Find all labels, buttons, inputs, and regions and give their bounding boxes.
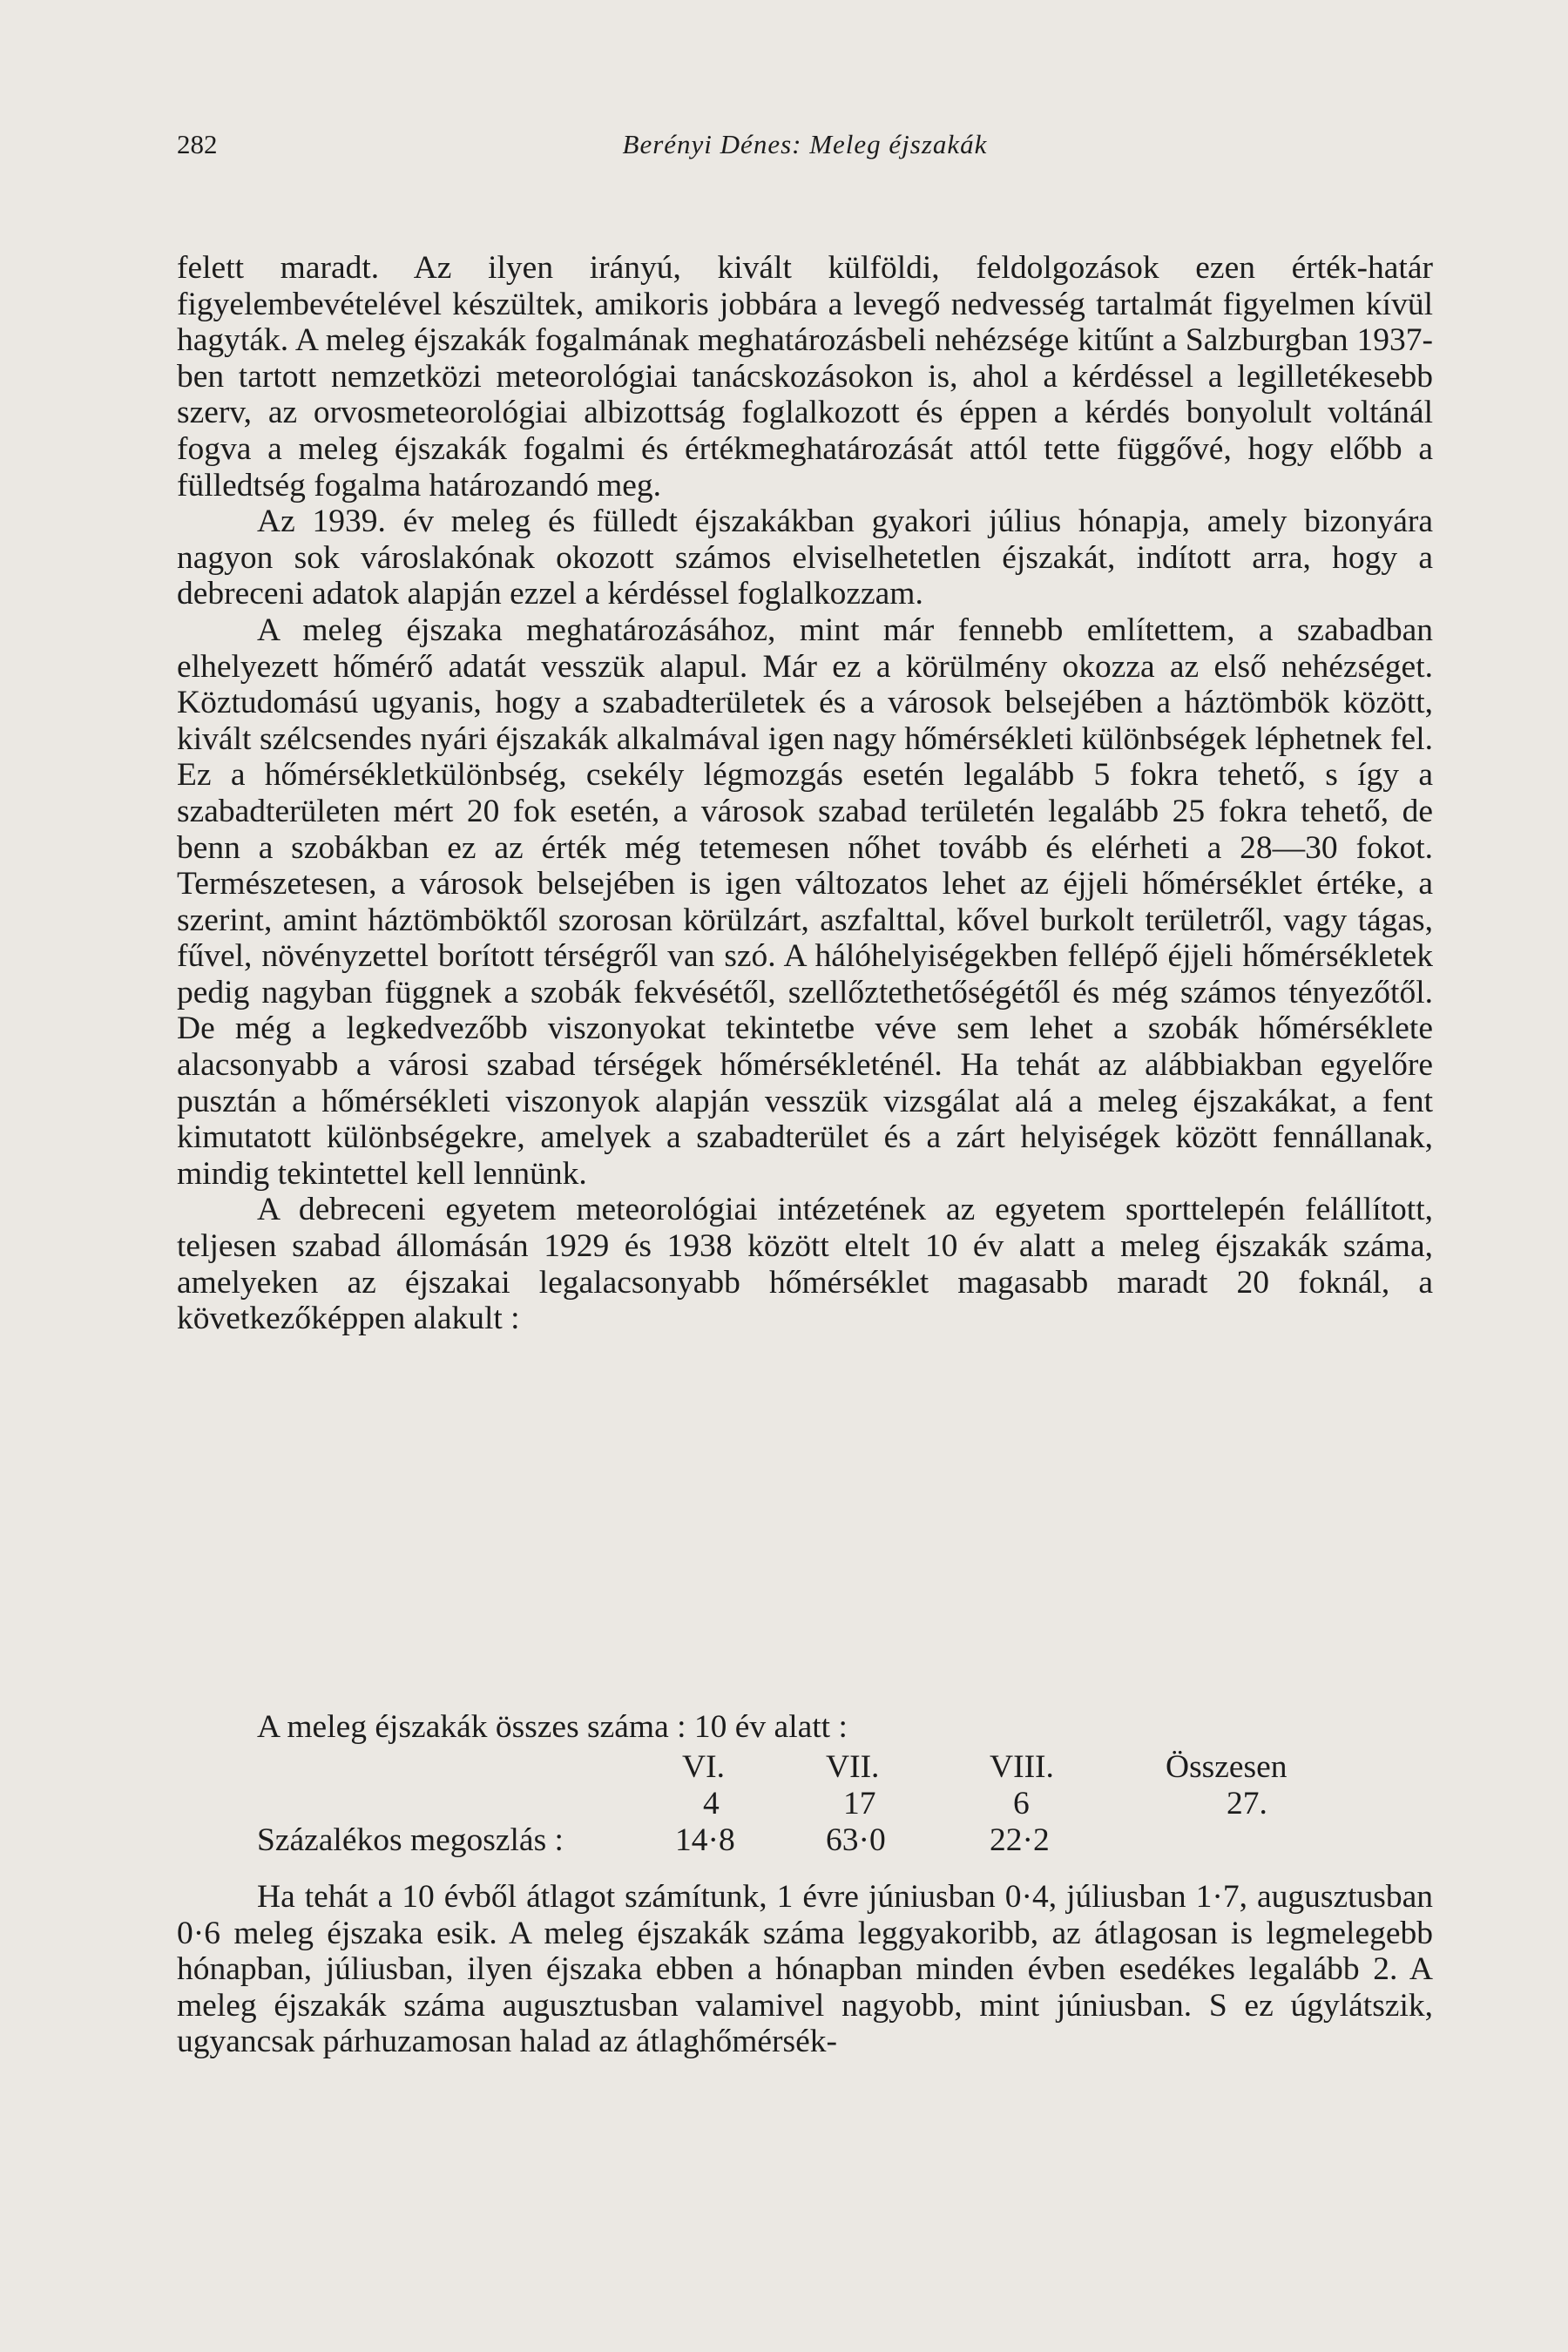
- count-vi: 4: [703, 1786, 720, 1821]
- paragraph-3: A meleg éjszaka meghatározásához, mint már fennebb említettem, a szabadban elhelyezett hőmérő adatát vesszük alapul. Már ez a körülmény okozza az első nehézséget. Köztudomású ugyanis, hogy a szabadterületek és a városok belsejében a háztömbök között, kivált szélcsendes nyári éjszakák alkalmával igen nagy hőmérsékleti különbségek léphetnek fel. Ez a hőmérsékletkülönbség, csekély légmozgás esetén legalább 5 fokra tehető, s így a szabadterületen mért 20 fok esetén, a városok szabad területén legalább 25 fokra tehető, de benn a szobákban ez az érték még tetemesen nőhet tovább és elérheti a 28—30 fokot. Természetesen, a városok belsejében is igen változatos lehet az éjjeli hőmérséklet értéke, a szerint, amint háztömböktől szorosan körülzárt, aszfalttal, kővel burkolt területről, vagy tágas, fűvel, növényzettel borított térségről van szó. A hálóhelyiségekben fellépő éjjeli hőmérsékletek pedig nagyban függnek a szobák fekvésétől, szellőztethetőségétől és még számos tényezőtől. De még a legkedvezőbb viszonyokat tekintetbe véve sem lehet a szobák hőmérséklete alacsonyabb a városi szabad térségek hőmérsékleténél. Ha tehát az alábbiakban egyelőre pusztán a hőmérsékleti viszonyok alapján vesszük vizsgálat alá a meleg éjszakákat, a fent kimutatott különbségekre, amelyek a szabadterület és a zárt helyiségek között fennállanak, mindig tekintettel kell lennünk.: [177, 612, 1433, 1192]
- paragraph-5: Ha tehát a 10 évből átlagot számítunk, 1 évre júniusban 0·4, júliusban 1·7, augusztusban 0·6 meleg éjszaka esik. A meleg éjszakák száma leggyakoribb, az átlagosan is legmelegebb hónapban, júliusban, ilyen éjszaka ebben a hónapban minden évben esedékes legalább 2. A meleg éjszakák száma augusztusban valamivel nagyobb, mint júniusban. S ez úgylátszik, ugyancsak párhuzamosan halad az átlaghőmérsék-: [177, 1879, 1433, 2060]
- closing-text: [177, 1879, 1433, 2060]
- running-title: Berényi Dénes: Meleg éjszakák: [622, 129, 988, 159]
- col-header-vii: VII.: [826, 1749, 880, 1785]
- count-total: 27.: [1227, 1786, 1267, 1821]
- col-header-total: Összesen: [1166, 1749, 1288, 1785]
- body-text: [177, 250, 1433, 1337]
- paragraph-2: Az 1939. év meleg és fülledt éjszakákban gyakori július hónapja, amely bizonyára nagyon sok városlakónak okozott számos elviselhetetlen éjszakát, indított arra, hogy a debreceni adatok alapján ezzel a kérdéssel foglalkozzam.: [177, 504, 1433, 612]
- count-vii: 17: [843, 1786, 876, 1821]
- stats-percent-row: [177, 1822, 1433, 1859]
- page-number: 282: [177, 129, 218, 159]
- percent-label: Százalékos megoszlás :: [257, 1822, 564, 1858]
- percent-viii: 22·2: [990, 1822, 1050, 1858]
- paragraph-4: A debreceni egyetem meteorológiai intézetének az egyetem sporttelepén felállított, teljesen szabad állomásán 1929 és 1938 között eltelt 10 év alatt a meleg éjszakák száma, amelyeken az éjszakai legalacsonyabb hőmérséklet magasabb maradt 20 foknál, a következőképpen alakult :: [177, 1192, 1433, 1337]
- page-header: [177, 129, 1433, 172]
- col-header-viii: VIII.: [990, 1749, 1054, 1785]
- percent-vii: 63·0: [826, 1822, 886, 1858]
- stats-count-row: [177, 1786, 1433, 1822]
- stats-header-row: [177, 1749, 1433, 1786]
- percent-vi: 14·8: [675, 1822, 735, 1858]
- paragraph-1: felett maradt. Az ilyen irányú, kivált külföldi, feldolgozások ezen érték-határ figyelembevételével készültek, amikoris jobbára a levegő nedvesség tartalmát figyelmen kívül hagyták. A meleg éjszakák fogalmának meghatározásbeli nehézsége kitűnt a Salzburgban 1937-ben tartott nemzetközi meteorológiai tanácskozásokon is, ahol a kérdéssel a legilletékesebb szerv, az orvosmeteorológiai albizottság foglalkozott és éppen a kérdés bonyolult voltánál fogva a meleg éjszakák fogalmi és értékmeghatározását attól tette függővé, hogy előbb a fülledtség fogalma határozandó meg.: [177, 250, 1433, 504]
- count-viii: 6: [1013, 1786, 1030, 1821]
- col-header-vi: VI.: [682, 1749, 725, 1785]
- stats-title: A meleg éjszakák összes száma : 10 év alatt :: [257, 1709, 848, 1745]
